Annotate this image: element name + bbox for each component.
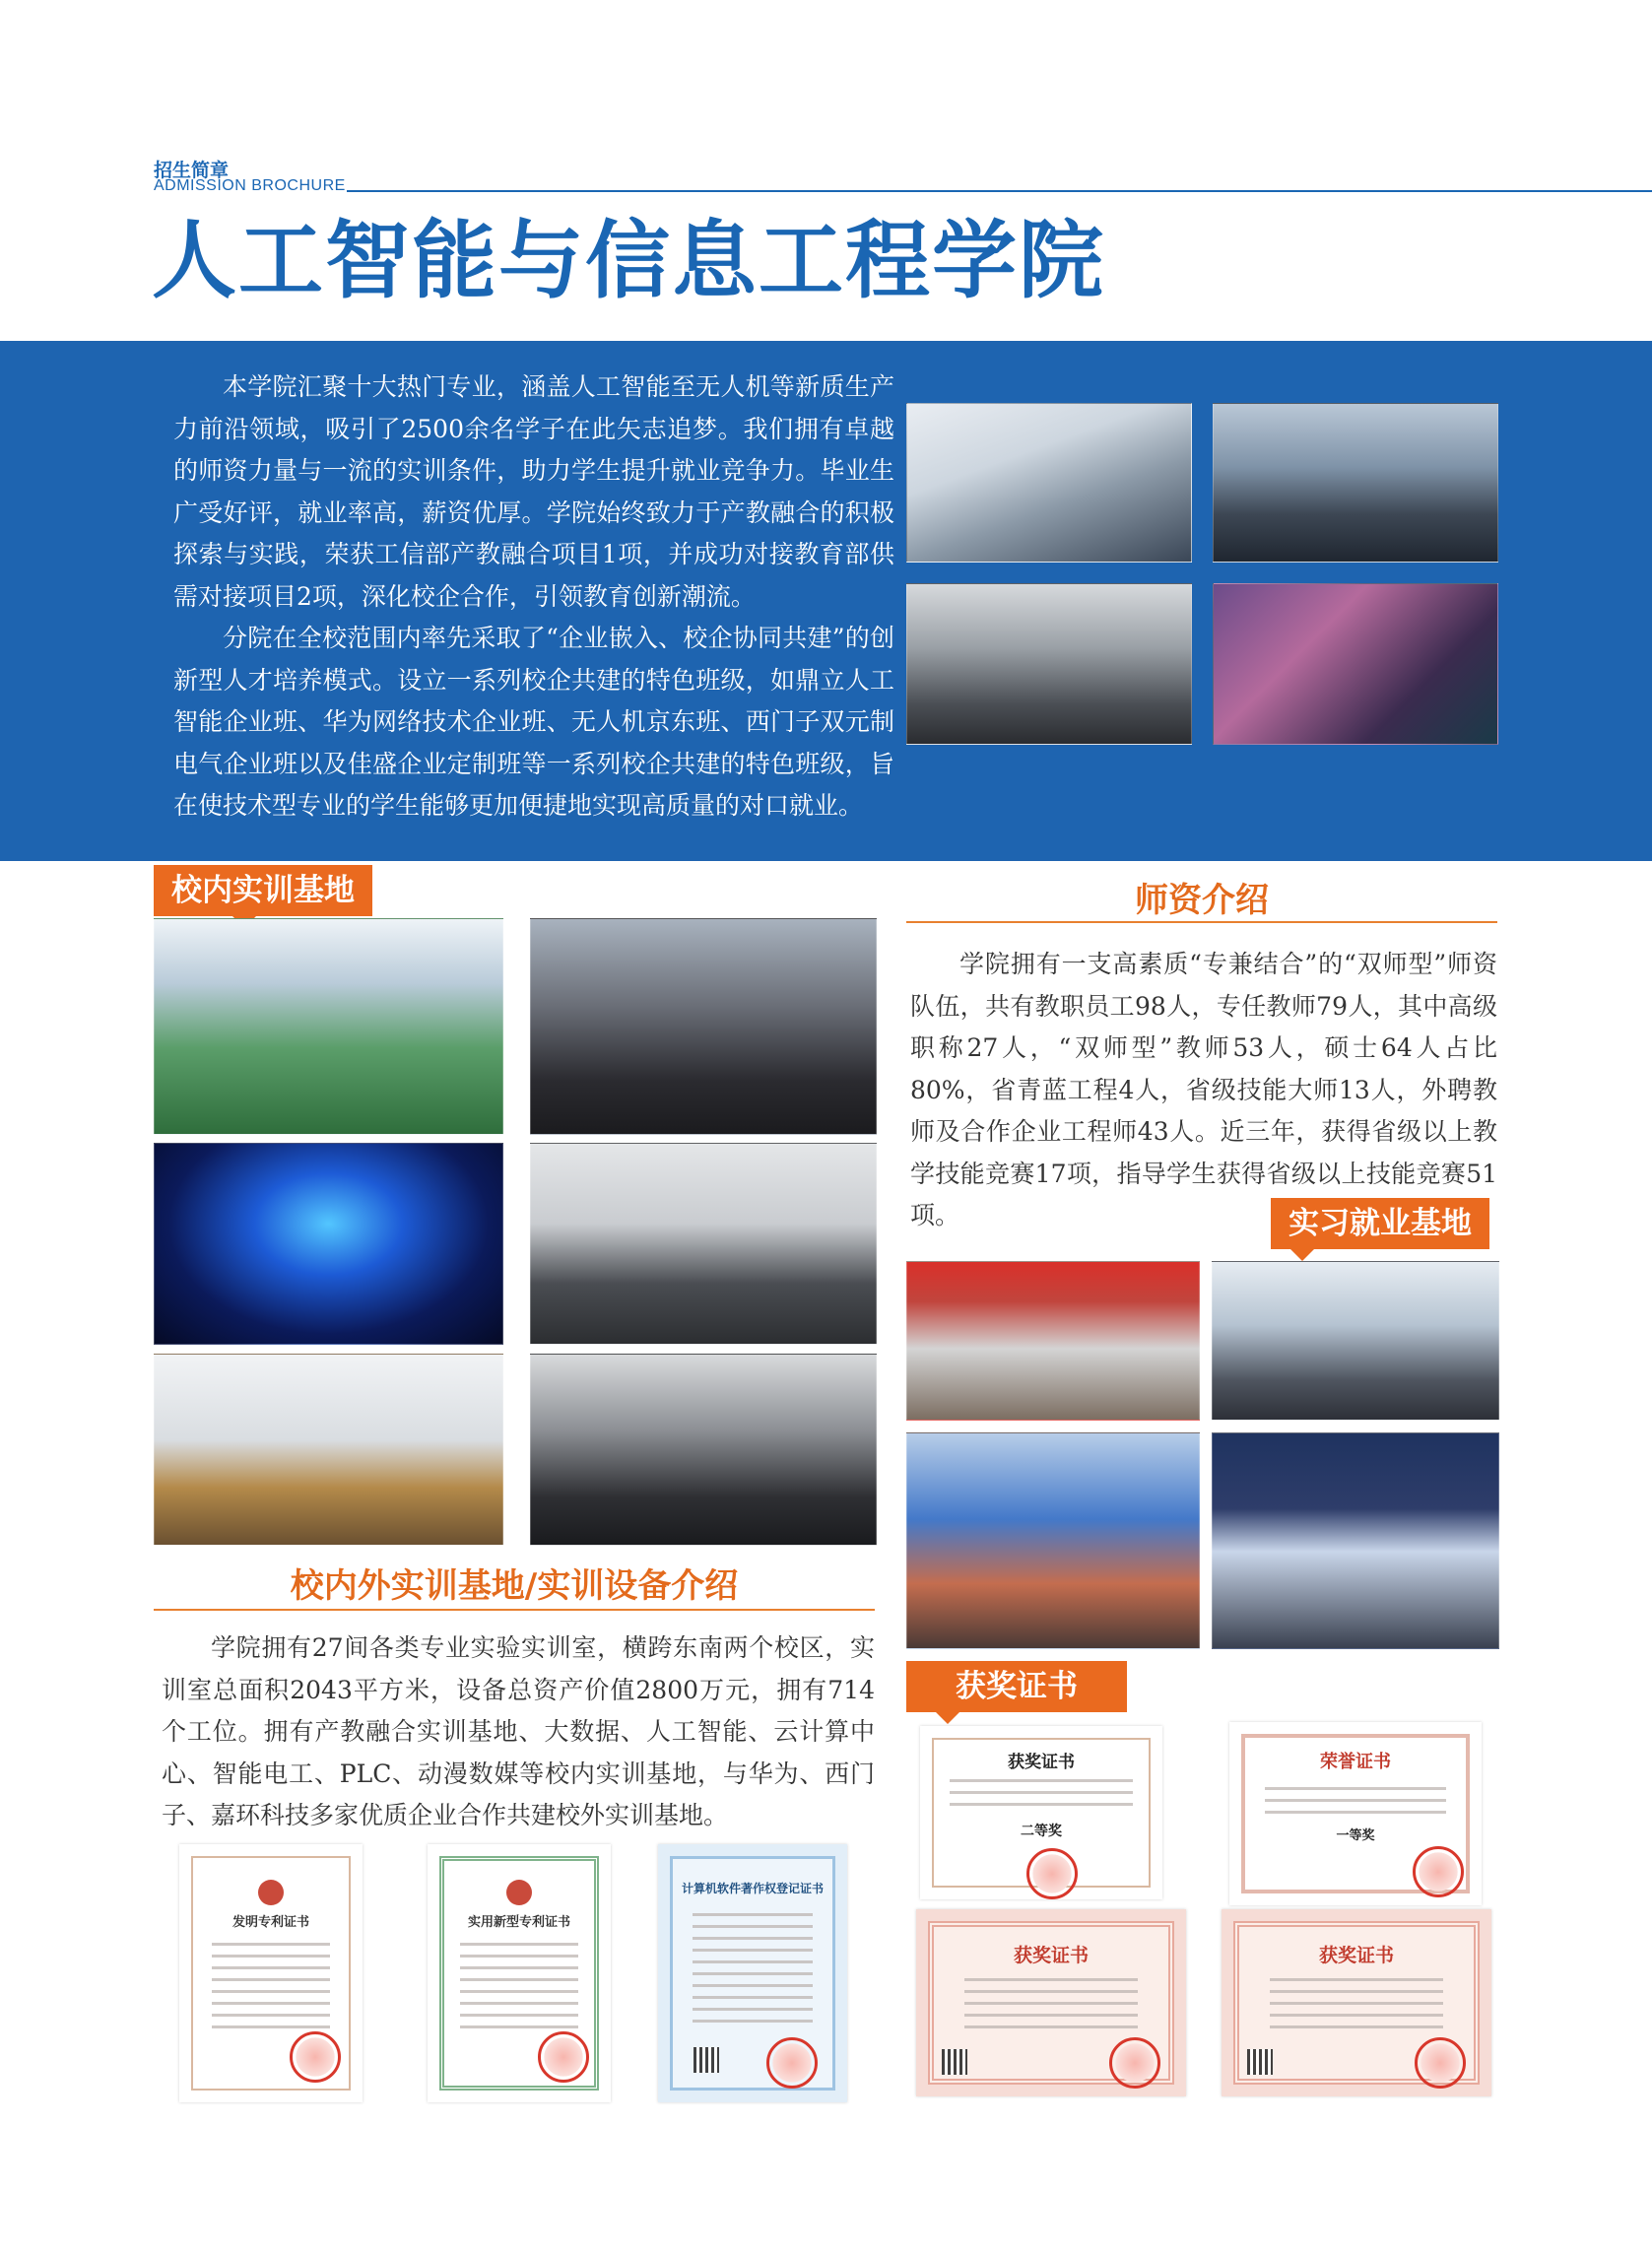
certificate-text-lines <box>950 1779 1134 1815</box>
certificate-title: 实用新型专利证书 <box>467 1915 570 1930</box>
qr-code-icon <box>694 2047 719 2073</box>
photo-job-fair <box>1212 1432 1499 1649</box>
qr-code-icon <box>942 2049 967 2075</box>
section-divider <box>906 921 1497 923</box>
certificate-title: 获奖证书 <box>1013 1945 1089 1966</box>
faculty-text <box>910 944 1497 1237</box>
faculty-section-title: 师资介绍 <box>1135 881 1269 920</box>
seal-icon <box>1413 1846 1464 1897</box>
faculty-paragraph: 学院拥有一支高素质“专兼结合”的“双师型”师资队伍，共有教职员工98人，专任教师79人，其中高级职称27人，“双师型”教师53人，硕士64人占比80%，省青蓝工程4人，省级技能大师13人，外聘教师及合作企业工程师43人。近三年，获得省级以上教学技能竞赛17项，指导学生获得省级以上技能竞赛51项。 <box>910 950 1497 1229</box>
equipment-paragraph: 学院拥有27间各类专业实验实训室，横跨东南两个校区，实训室总面积2043平方米，设备总资产价值2800万元，拥有714个工位。拥有产教融合实训基地、大数据、人工智能、云计算中心、智能电工、PLC、动漫数媒等校内实训基地，与华为、西门子、嘉环科技多家优质企业合作共建校外实训基地。 <box>162 1633 875 1829</box>
certificate-text-lines <box>1270 1978 1442 2037</box>
intro-paragraph: 本学院汇聚十大热门专业，涵盖人工智能至无人机等新质生产力前沿领域，吸引了2500余名学子在此矢志追梦。我们拥有卓越的师资力量与一流的实训条件，助力学生提升就业竞争力。毕业生广受好评，就业率高，薪资优厚。学院始终致力于产教融合的积极探索与实践，荣获工信部产教融合项目1项，并成功对接教育部供需对接项目2项，深化校企合作，引领教育创新潮流。 <box>173 372 894 611</box>
certificate-title: 发明专利证书 <box>231 1915 309 1930</box>
certificate-title: 获奖证书 <box>1008 1753 1075 1772</box>
photo-students-robot-car <box>906 583 1192 745</box>
section-divider <box>154 1609 875 1611</box>
honor-certificate <box>1229 1722 1482 1905</box>
photo-computer-room <box>530 1143 877 1345</box>
photo-esports-lab <box>530 918 877 1135</box>
header-divider <box>347 190 1652 192</box>
emblem-icon <box>258 1880 284 1905</box>
certificate-text-lines <box>1265 1787 1446 1823</box>
photo-students-gaming-lab <box>1213 583 1498 745</box>
seal-icon <box>1415 2037 1466 2089</box>
seal-icon <box>1026 1848 1078 1899</box>
award-level: 一等奖 <box>1336 1828 1375 1843</box>
qr-code-icon <box>1247 2049 1273 2075</box>
seal-icon <box>1109 2037 1160 2089</box>
seal-icon <box>538 2031 589 2083</box>
award-certificate-4 <box>1222 1909 1491 2096</box>
internship-tag: 实习就业基地 <box>1271 1198 1489 1249</box>
photo-company-visit <box>1212 1261 1499 1421</box>
certificate-text-lines <box>693 1913 814 2031</box>
equipment-section-title: 校内外实训基地/实训设备介绍 <box>290 1566 739 1606</box>
certificate-title: 荣誉证书 <box>1320 1752 1391 1772</box>
certificate-text-lines <box>212 1943 329 2037</box>
award-certificate-3 <box>916 1909 1186 2096</box>
tag-pointer <box>936 1712 959 1724</box>
certificate-title: 获奖证书 <box>1318 1945 1394 1966</box>
photo-electrical-lab <box>154 918 503 1135</box>
brand-label-cn: 招生简章 <box>154 160 230 181</box>
patent-certificate-invention <box>179 1844 363 2102</box>
intro-text <box>173 366 894 828</box>
patent-certificate-utility <box>428 1844 611 2102</box>
awards-tag: 获奖证书 <box>906 1661 1127 1712</box>
certificate-text-lines <box>460 1943 577 2037</box>
award-certificate-1 <box>920 1726 1162 1899</box>
equipment-text <box>162 1627 875 1837</box>
photo-drone-lab <box>154 1354 503 1546</box>
photo-ai-center <box>154 1143 503 1345</box>
brand-label-en: ADMISSION BROCHURE <box>154 177 346 194</box>
photo-group-welcome <box>906 1432 1200 1649</box>
intro-paragraph: 分院在全校范围内率先采取了“企业嵌入、校企协同共建”的创新型人才培养模式。设立一系列校企共建的特色班级，如鼎立人工智能企业班、华为网络技术企业班、无人机京东班、西门子双元制电气企业班以及佳盛企业定制班等一系列校企共建的特色班级，旨在使技术型专业的学生能够更加便捷地实现高质量的对口就业。 <box>173 624 894 820</box>
emblem-icon <box>506 1880 532 1905</box>
award-level: 二等奖 <box>1021 1824 1062 1839</box>
seal-icon <box>766 2037 818 2089</box>
page-title: 人工智能与信息工程学院 <box>152 211 1105 310</box>
software-copyright-certificate <box>658 1844 847 2102</box>
photo-classroom-computers <box>1213 403 1498 563</box>
certificate-title: 计算机软件著作权登记证书 <box>681 1882 824 1895</box>
photo-robotics-lab <box>530 1354 877 1546</box>
seal-icon <box>290 2031 341 2083</box>
training-base-tag: 校内实训基地 <box>154 865 372 916</box>
certificate-text-lines <box>964 1978 1137 2037</box>
photo-students-robot-lab <box>906 403 1192 563</box>
photo-enterprise-meeting <box>906 1261 1200 1421</box>
tag-pointer <box>1290 1249 1314 1261</box>
